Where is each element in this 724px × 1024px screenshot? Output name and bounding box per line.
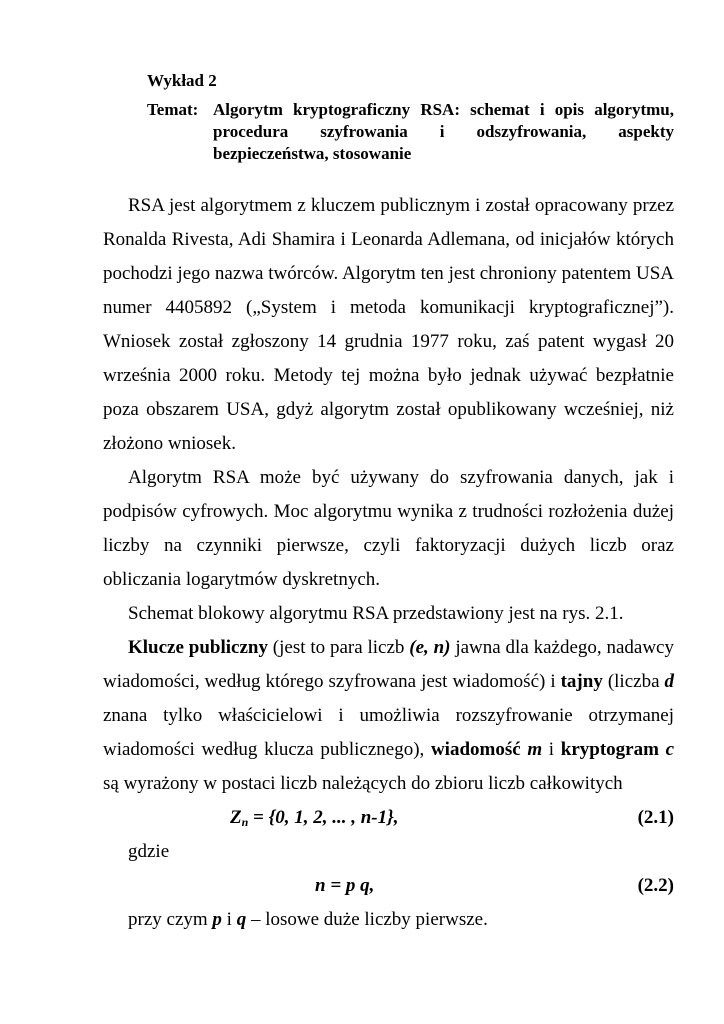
- text-fragment: są wyrażony w postaci liczb należących do zbioru liczb całkowitych: [103, 773, 623, 794]
- text-fragment: – losowe duże liczby pierwsze.: [246, 909, 488, 930]
- var-q: q: [236, 909, 247, 930]
- term-secret-key: tajny: [560, 671, 603, 692]
- eq-subscript: n: [241, 815, 249, 829]
- pair-e-n: (e, n): [409, 637, 451, 658]
- paragraph-schema: Schemat blokowy algorytmu RSA przedstawiony jest na rys. 2.1.: [128, 603, 624, 624]
- equation-number-2-2: (2.2): [637, 875, 674, 896]
- text-fragment: przy czym: [128, 909, 213, 930]
- topic-label: Temat:: [147, 100, 199, 119]
- text-fragment: (jest to para liczb: [267, 637, 410, 658]
- eq-lhs: Z: [230, 807, 242, 828]
- term-cryptogram: kryptogram: [560, 739, 659, 760]
- var-d: d: [664, 671, 674, 692]
- equation-2-2: [103, 869, 674, 903]
- text-fragment: jawna dla każdego, nadawcy wiadomości, według którego szyfrowana jest wiadomość) i: [103, 637, 674, 692]
- paragraph-rsa-usage: Algorytm RSA może być używany do szyfrowania danych, jak i podpisów cyfrowych. Moc algorytmu wynika z trudności rozłożenia dużej liczby na czynniki pierwsze, czyli faktoryzacji dużych liczb oraz obliczania logarytmów dyskretnych.: [103, 467, 674, 590]
- term-public-key: Klucze publiczny: [128, 637, 268, 658]
- topic-text: Algorytm kryptograficzny RSA: schemat i opis algorytmu, procedura szyfrowania i odszyfrowania, aspekty bezpieczeństwa, stosowanie: [213, 100, 674, 163]
- var-c: c: [665, 739, 675, 760]
- var-p: p: [212, 909, 222, 930]
- lecture-title: Wykład 2: [147, 71, 217, 90]
- equation-2-1-formula: [230, 801, 399, 839]
- equation-number-2-1: (2.1): [637, 807, 674, 828]
- lecture-header: [147, 70, 674, 165]
- text-fragment: (liczba: [602, 671, 665, 692]
- lecture-topic: [147, 99, 674, 165]
- text-fragment: i: [221, 909, 237, 930]
- eq-rhs: = {0, 1, 2, ... , n-1},: [248, 807, 399, 828]
- text-fragment: znana tylko właścicielowi i umożliwia rozszyfrowanie otrzymanej wiadomości według klucza publicznego),: [103, 705, 674, 760]
- equation-2-2-formula: n = p q,: [315, 875, 375, 896]
- equation-2-1: [103, 801, 674, 835]
- document-body: [103, 189, 674, 937]
- term-message: wiadomość: [430, 739, 521, 760]
- text-where: gdzie: [128, 841, 170, 862]
- text-fragment: i: [542, 739, 561, 760]
- paragraph-primes: [103, 903, 674, 937]
- var-m: m: [527, 739, 543, 760]
- paragraph-rsa-intro: RSA jest algorytmem z kluczem publicznym i został opracowany przez Ronalda Rivesta, Adi Shamira i Leonarda Adlemana, od inicjałów których pochodzi jego nazwa twórców. Algorytm ten jest chroniony patentem USA numer 4405892 („System i metoda komunikacji kryptograficznej”). Wniosek został zgłoszony 14 grudnia 1977 roku, zaś patent wygasł 20 września 2000 roku. Metody tej można było jednak używać bezpłatnie poza obszarem USA, gdyż algorytm został opublikowany wcześniej, niż złożono wniosek.: [103, 195, 674, 454]
- paragraph-keys: [103, 631, 674, 801]
